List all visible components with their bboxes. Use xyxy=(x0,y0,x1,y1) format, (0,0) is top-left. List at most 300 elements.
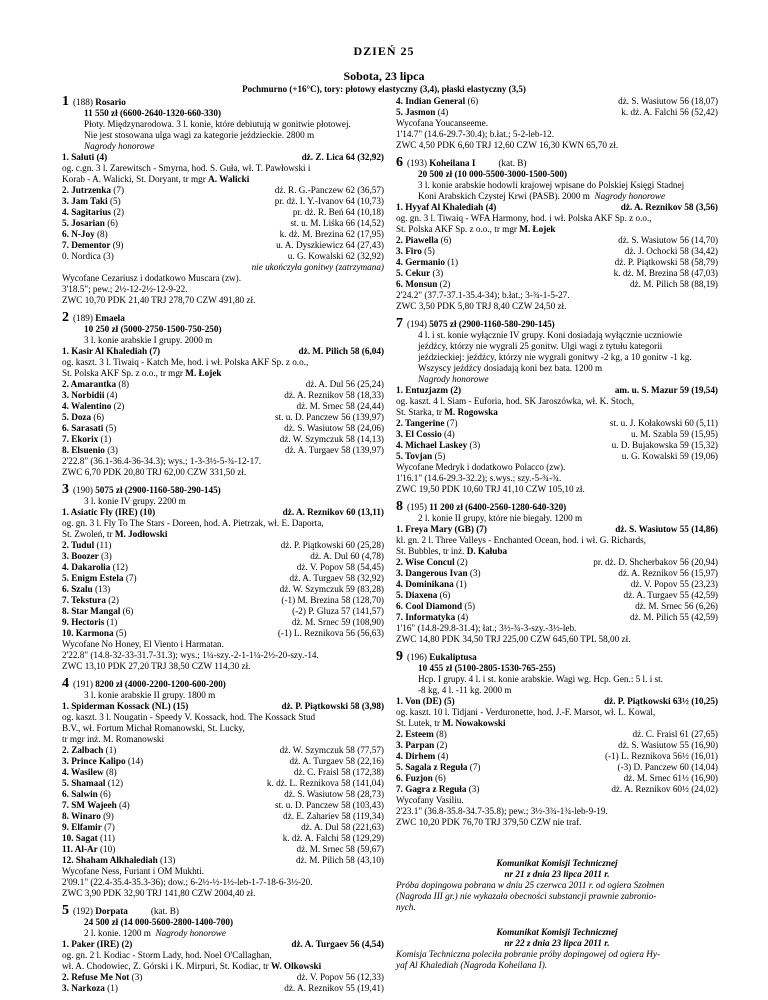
jockey: dż. P. Piątkowski 60 (25,28) xyxy=(280,540,384,550)
placing-row xyxy=(62,185,384,196)
horse-name: 5. Enigm Estela (7) xyxy=(62,573,137,583)
placing-row xyxy=(62,972,384,983)
horse-name: 2. Esteem (8) xyxy=(396,729,447,739)
right-column xyxy=(396,96,718,971)
race-footer: ZWC 3,50 PDK 5,80 TRJ 8,40 CZW 24,50 zł. xyxy=(396,301,567,311)
placing-row xyxy=(396,257,718,268)
race-description: Koni Arabskich Czystej Krwi (PASB). 2000 m Nagrody honorowe xyxy=(418,191,666,201)
jockey: dż. P. Piątkowski 58 (58,79) xyxy=(614,257,718,267)
placing-row xyxy=(396,107,718,118)
placing-row xyxy=(62,833,384,844)
jockey: u. D. Bujakowska 59 (15,32) xyxy=(611,440,718,450)
race-footer: Wycofane No Honey, El Viento i Harmatan. xyxy=(62,639,224,649)
jockey: dż. M. Srnec 59 (108,90) xyxy=(291,617,384,627)
jockey: st. u. D. Panczew 56 (139,97) xyxy=(275,412,384,422)
winner-row xyxy=(396,524,718,535)
jockey: dż. A. Reznikov 56 (15,97) xyxy=(618,568,718,578)
placing-row xyxy=(62,551,384,562)
jockey: k. dż. M. Brezina 62 (17,95) xyxy=(279,229,384,239)
placing-row xyxy=(62,811,384,822)
jockey: dż. A. Reznikov 55 (19,41) xyxy=(284,983,384,993)
winner-name: 1. Von (DE) (5) xyxy=(396,696,455,706)
notice-title: Komunikat Komisji Technicznej xyxy=(496,927,618,937)
horse-name: 6. Fuzjon (6) xyxy=(396,773,446,783)
placing-row xyxy=(62,229,384,240)
horse-name: 11. Al-Ar (10) xyxy=(62,844,116,854)
horse-name: 4. Germanio (1) xyxy=(396,257,459,267)
race-header xyxy=(62,905,384,917)
winner-name: 1. Paker (IRE) (2) xyxy=(62,939,133,949)
horse-name: 3. Dangerous Ivan (3) xyxy=(396,568,481,578)
race-note: nie ukończyła gonitwy (zatrzymana) xyxy=(251,262,384,272)
honorary-prizes: Nagrody honorowe xyxy=(84,141,155,151)
jockey: pr. dż. D. Shcherbakov 56 (20,94) xyxy=(593,557,718,567)
horse-name: 2. Amarantka (8) xyxy=(62,379,130,389)
race-block xyxy=(396,318,718,495)
horse-name: 7. Ekorix (1) xyxy=(62,434,112,444)
jockey: dż. C. Fraisl 61 (27,65) xyxy=(632,729,718,739)
horse-name: 5. Diaxena (6) xyxy=(396,590,451,600)
placing-row xyxy=(396,762,718,773)
horse-name: 6. N-Joy (8) xyxy=(62,229,108,239)
jockey: dż. M. Srnec 61½ (16,90) xyxy=(623,773,718,783)
horse-name: 9. Hectoris (1) xyxy=(62,617,118,627)
race-number: 6 xyxy=(396,157,403,169)
notice-text: nych. xyxy=(396,902,416,912)
jockey: dż. A. Dul 56 (25,24) xyxy=(305,379,384,389)
horse-name: 2. Jutrzenka (7) xyxy=(62,185,125,195)
jockey: dż. S. Wasiutow 56 (18,07) xyxy=(618,96,718,106)
jockey: dż. S. Wasiutow 56 (14,70) xyxy=(618,235,718,245)
jockey: dż. W. Szymczuk 59 (83,28) xyxy=(279,584,384,594)
jockey: pr. dż. R. Beń 64 (10,18) xyxy=(292,207,384,217)
horse-name: 3. Narkoza (1) xyxy=(62,983,118,993)
race-prize: 10 455 zł (5100-2805-1530-765-255) xyxy=(418,663,556,673)
winner-row xyxy=(396,385,718,396)
honorary-prizes: Nagrody honorowe xyxy=(418,374,489,384)
jockey: (-1) L. Reznikova 56 (56,63) xyxy=(277,628,384,638)
jockey: u. M. Szabla 59 (15,95) xyxy=(630,429,718,439)
placing-row xyxy=(62,745,384,756)
winner-jockey: am. u. S. Mazur 59 (19,54) xyxy=(614,385,718,395)
placing-row xyxy=(396,268,718,279)
race-footer: 2'24.2" (37.7-37.1-35.4-34); b.łat.; 3-¾-1-5-27. xyxy=(396,290,570,300)
race-description: 3 l. konie IV grupy. 2200 m xyxy=(84,496,186,506)
winner-info: St. Polska AKF Sp. z o.o., tr mgr M. Łojek xyxy=(62,368,222,378)
jockey: k. dż. L. Reznikova 58 (141,04) xyxy=(266,778,384,788)
horse-name: 4. Dominikana (1) xyxy=(396,579,467,589)
race-category: (kat. B) xyxy=(475,158,527,168)
race-description: Nie jest stosowana ulga wagi za kategorie jeździeckie. 2800 m xyxy=(84,130,315,140)
notice-text: Komisja Techniczna poleciła pobranie próby dopingowej od ogiera Hy- xyxy=(396,949,661,959)
race-footer: ZWC 13,10 PDK 27,20 TRJ 38,50 CZW 114,30 zł. xyxy=(62,661,251,671)
jockey: st. u. J. Kołakowski 60 (5,11) xyxy=(609,418,718,428)
winner-row xyxy=(62,507,384,518)
race-description: 3 l. konie arabskie hodowli krajowej wpisane do Polskiej Księgi Stadnej xyxy=(418,180,685,190)
placing-row xyxy=(62,844,384,855)
jockey: dż. S. Wasiutow 58 (24,06) xyxy=(284,423,384,433)
race-description: 3 l. konie arabskie II grupy. 1800 m xyxy=(84,690,216,700)
winner-info: St. Zwoleń, tr M. Jodłowski xyxy=(62,529,168,539)
race-footer: ZWC 19,50 PDK 10,60 TRJ 41,10 CZW 105,10 zł. xyxy=(396,484,585,494)
winner-row xyxy=(62,939,384,950)
horse-name: 4. Michael Laskey (3) xyxy=(396,440,481,450)
notice-text: (Nagroda III gr.) nie wykazała obecności substancji prawnie zabronio- xyxy=(396,891,657,901)
jockey: dż. W. Szymczuk 58 (77,57) xyxy=(279,745,384,755)
race-number: 7 xyxy=(396,318,403,330)
race-title: (194) 5075 zł (2900-1160-580-290-145) xyxy=(407,319,555,329)
notice-number: nr 22 z dnia 23 lipca 2011 r. xyxy=(504,938,610,948)
race-number: 5 xyxy=(62,905,69,917)
horse-name: 8. Elsuenio (3) xyxy=(62,445,118,455)
race-footer: 2'23.1" (36.8-35.8-34.7-35.8); pew.; 3½-3¾-1¾-leb-9-19. xyxy=(396,806,608,816)
winner-info: og. gn. 3 l. Fly To The Stars - Doreen, hod. A. Pietrzak, wł. E. Daporta, xyxy=(62,518,324,528)
winner-name: 1. Entuzjazm (2) xyxy=(396,385,462,395)
jockey: u. G. Kowalski 59 (19,06) xyxy=(621,451,718,461)
placing-row xyxy=(62,423,384,434)
horse-name: 5. Cekur (3) xyxy=(396,268,444,278)
horse-name: 4. Wasilew (8) xyxy=(62,767,117,777)
race-footer: ZWC 6,70 PDK 20,80 TRJ 62,00 CZW 331,50 zł. xyxy=(62,467,247,477)
horse-name: 3. Jam Taki (5) xyxy=(62,196,121,206)
placing-row xyxy=(62,822,384,833)
horse-name: 4. Dakarolia (12) xyxy=(62,562,128,572)
horse-name: 4. Sagitarius (2) xyxy=(62,207,125,217)
jockey: u. A. Dyszkiewicz 64 (27,43) xyxy=(276,240,384,250)
winner-name: 1. Freya Mary (GB) (7) xyxy=(396,524,487,534)
jockey: dż. V. Popov 58 (54,45) xyxy=(296,562,384,572)
jockey: dż. M. Srnec 58 (59,67) xyxy=(296,844,384,854)
winner-info: St. Starka, tr M. Rogowska xyxy=(396,407,498,417)
race-header xyxy=(62,678,384,690)
race-header xyxy=(396,501,718,513)
jockey: (-1) M. Brezina 58 (128,70) xyxy=(281,595,384,605)
placing-row xyxy=(62,789,384,800)
race-footer: ZWC 10,70 PDK 21,40 TRJ 278,70 CZW 491,80 zł. xyxy=(62,295,256,305)
placing-row xyxy=(62,595,384,606)
winner-row xyxy=(396,696,718,707)
race-prize: 10 250 zł (5000-2750-1500-750-250) xyxy=(84,324,222,334)
race-footer: 2'09.1" (22.4-35.4-35.3-36); dow.; 6-2½-½-1½-leb-1-7-18-6-3½-20. xyxy=(62,877,313,887)
placing-row xyxy=(62,617,384,628)
winner-jockey: dż. M. Pilich 58 (6,04) xyxy=(298,346,384,356)
jockey: dż. M. Pilich 58 (43,10) xyxy=(295,855,384,865)
race-header xyxy=(396,651,718,663)
jockey: dż. V. Popov 55 (23,23) xyxy=(630,579,718,589)
jockey: (-1) L. Reznikova 56½ (16,01) xyxy=(604,751,718,761)
horse-name: 4. Indian General (6) xyxy=(396,96,479,106)
horse-name: 2. Zalbach (1) xyxy=(62,745,117,755)
race-block xyxy=(396,651,718,828)
race-number: 1 xyxy=(62,96,69,108)
race-footer: 1'14.7" (14.6-29.7-30.4); b.łat.; 5-2-leb-12. xyxy=(396,129,554,139)
horse-name: 6. Cool Diamond (5) xyxy=(396,601,476,611)
jockey: (-3) D. Panczew 60 (14,04) xyxy=(617,762,718,772)
placing-row xyxy=(62,196,384,207)
placing-row xyxy=(396,557,718,568)
placing-row xyxy=(396,246,718,257)
placing-row xyxy=(62,983,384,994)
horse-name: 5. Sagala z Reguła (7) xyxy=(396,762,481,772)
race-title: (190) 5075 zł (2900-1160-580-290-145) xyxy=(73,485,221,495)
race-description: 4 l. i st. konie wyłącznie IV grupy. Koni dosiadają wyłącznie uczniowie xyxy=(418,330,683,340)
winner-info: og. kaszt. 3 l. Nougatin - Speedy V. Kossack, hod. The Kossack Stud xyxy=(62,712,316,722)
jockey: dż. A. Dul 60 (4,78) xyxy=(310,551,384,561)
placing-row xyxy=(396,279,718,290)
horse-name: 9. Elfamir (7) xyxy=(62,822,115,832)
horse-name: 2. Wise Concul (2) xyxy=(396,557,468,567)
race-number: 8 xyxy=(396,501,403,513)
jockey: dż. C. Fraisl 58 (172,38) xyxy=(293,767,384,777)
race-block xyxy=(396,157,718,312)
placing-row xyxy=(62,562,384,573)
race-title: (189) Emaela xyxy=(73,313,125,323)
placing-row xyxy=(62,800,384,811)
horse-name: 3. Norbidii (4) xyxy=(62,390,118,400)
placing-row xyxy=(396,751,718,762)
committee-notice xyxy=(396,858,718,913)
horse-name: 3. Prince Kalipo (14) xyxy=(62,756,144,766)
race-footer: 2'22.8" (14.8-32-33-31.7-31.3); wys.; 1¼-szy.-2-1-1¼-2½-20-szy.-14. xyxy=(62,650,319,660)
placing-row xyxy=(62,855,384,866)
race-footer: ZWC 10,20 PDK 76,70 TRJ 379,50 CZW nie traf. xyxy=(396,817,582,827)
winner-name: 1. Asiatic Fly (IRE) (10) xyxy=(62,507,156,517)
race-description: Wszyscy jeźdźcy dosiadają koni bez bata. 1200 m xyxy=(418,363,603,373)
race-description: 3 l. konie arabskie I grupy. 2000 m xyxy=(84,335,213,345)
race-footer: ZWC 4,50 PDK 6,60 TRJ 12,60 CZW 16,30 KWN 65,70 zł. xyxy=(396,140,619,150)
winner-info: og. gn. 2 l. Kodiac - Storm Lady, hod. Noel O'Callaghan, xyxy=(62,950,272,960)
placing-row xyxy=(62,379,384,390)
winner-row xyxy=(62,152,384,163)
jockey: dż. A. Turgaev 55 (42,59) xyxy=(623,590,718,600)
race-footer: 1'16" (14.8-29.8-31.4); łat.; 3½-¾-3-szy.-3½-leb. xyxy=(396,623,577,633)
jockey: k. dż. M. Brezina 58 (47,03) xyxy=(613,268,718,278)
jockey: dż. M. Srnec 56 (6,26) xyxy=(635,601,718,611)
winner-info: kl. gn. 2 l. Three Valleys - Enchanted Ocean, hod. i wł. G. Richards, xyxy=(396,535,646,545)
placing-row xyxy=(396,729,718,740)
committee-notice xyxy=(396,927,718,971)
winner-jockey: dż. Z. Lica 64 (32,92) xyxy=(301,152,384,162)
horse-name: 3. Firo (5) xyxy=(396,246,435,256)
placing-row xyxy=(62,240,384,251)
race-prize: 24 500 zł (14 000-5600-2800-1400-700) xyxy=(84,917,234,927)
winner-jockey: dż. P. Piątkowski 63½ (10,25) xyxy=(604,696,718,706)
notice-text: yaf Al Khalediah (Nagroda Koheilana I). xyxy=(396,960,548,970)
horse-name: 7. Tekstura (2) xyxy=(62,595,119,605)
race-description: Hcp. I grupy. 4 l. i st. konie arabskie. Wagi wg. Hcp. Gen.: 5 l. i st. xyxy=(418,674,663,684)
placing-row xyxy=(62,401,384,412)
placing-row xyxy=(396,418,718,429)
race-prize: 20 500 zł (10 000-5500-3000-1500-500) xyxy=(418,169,568,179)
race-header xyxy=(62,312,384,324)
winner-jockey: dż. A. Reznikov 58 (3,56) xyxy=(620,202,718,212)
horse-name: 3. Boozer (3) xyxy=(62,551,112,561)
race-block xyxy=(62,96,384,306)
race-number: 4 xyxy=(62,678,69,690)
race-footer: 2'22.8" (36.1-36.4-36-34.3); wys.; 1-3-3½-5-¾-12-17. xyxy=(62,456,262,466)
placing-row xyxy=(396,440,718,451)
day-title: DZIEŃ 25 xyxy=(353,44,415,58)
winner-info: St. Bubbles, tr inż. D. Kałuba xyxy=(396,546,508,556)
race-title: (191) 8200 zł (4000-2200-1200-600-200) xyxy=(73,679,226,689)
winner-row xyxy=(396,202,718,213)
weather-conditions: Pochmurno (+16°C), tory: płotowy elastyczny (3,4), płaski elastyczny (3,5) xyxy=(242,84,526,94)
winner-name: 1. Hyyaf Al Khalediah (4) xyxy=(396,202,497,212)
winner-info: wł. A. Chodowiec, Z. Górski i K. Mirpuri, St. Kodiac, tr W. Olkowski xyxy=(62,961,322,971)
race-block xyxy=(396,501,718,645)
race-number: 2 xyxy=(62,312,69,324)
winner-name: 1. Kasir Al Khalediah (7) xyxy=(62,346,161,356)
winner-info: Korab - A. Walicki, St. Doryant, tr mgr A. Walicki xyxy=(62,174,250,184)
jockey: dż. A. Turgaev 58 (22,16) xyxy=(289,756,384,766)
placing-row xyxy=(62,756,384,767)
horse-name: 5. Shamaal (12) xyxy=(62,778,124,788)
horse-name: 5. Doza (6) xyxy=(62,412,105,422)
horse-name: 8. Winaro (9) xyxy=(62,811,114,821)
horse-name: 8. Star Mangal (6) xyxy=(62,606,134,616)
winner-info: og. kaszt. 4 l. Siam - Euforia, hod. SK Jaroszówka, wł. K. Stoch, xyxy=(396,396,635,406)
placing-row xyxy=(62,390,384,401)
race-block xyxy=(62,905,384,994)
horse-name: 10. Sagat (11) xyxy=(62,833,115,843)
placing-row xyxy=(62,778,384,789)
jockey: dż. E. Zahariev 58 (119,34) xyxy=(283,811,384,821)
horse-name: 7. SM Wajeeh (4) xyxy=(62,800,130,810)
race-footer: Wycofane Medryk i dodatkowo Polacco (zw). xyxy=(396,462,566,472)
race-description: jeźdźcy, którzy nie wygrali 25 gonitw. Ulgi wagi z tytułu kategorii xyxy=(418,341,663,351)
race-description: 2 l. konie II grupy, które nie biegały. 1200 m xyxy=(418,513,583,523)
placing-row xyxy=(396,579,718,590)
horse-name: 12. Shaham Alkhalediah (13) xyxy=(62,855,176,865)
winner-info: og. kaszt. 3 l. Tiwaiq - Katch Me, hod. i wł. Polska AKF Sp. z o.o., xyxy=(62,357,309,367)
honorary-prizes: Nagrody honorowe xyxy=(589,191,666,201)
jockey: dż. W. Szymczuk 58 (14,13) xyxy=(279,434,384,444)
race-footer: ZWC 14,80 PDK 34,50 TRJ 225,00 CZW 645,60 TPL 58,00 zł. xyxy=(396,634,631,644)
horse-name: 2. Refuse Me Not (3) xyxy=(62,972,143,982)
jockey: dż. A. Dul 58 (221,63) xyxy=(301,822,384,832)
winner-info: og. gn. 3 l. Tiwaiq - WFA Harmony, hod. i wł. Polska AKF Sp. z o.o., xyxy=(396,213,652,223)
winner-info: tr mgr inż. M. Romanowski xyxy=(62,734,165,744)
placing-row xyxy=(62,767,384,778)
date-title: Sobota, 23 lipca xyxy=(343,69,425,83)
jockey: dż. M. Srnec 58 (24,44) xyxy=(296,401,384,411)
placing-row xyxy=(396,451,718,462)
winner-jockey: dż. A. Turgaev 56 (4,54) xyxy=(291,939,384,949)
race-block xyxy=(62,312,384,478)
race-title: (196) Eukaliptusa xyxy=(407,652,477,662)
race-description: jeździeckiej: jeźdźcy, którzy nie wygrali gonitwy -2 kg, a 10 gonitw -1 kg. xyxy=(418,352,692,362)
horse-name: 5. Jasmon (4) xyxy=(396,107,449,117)
winner-info: St. Polska AKF Sp. z o.o., tr mgr M. Łojek xyxy=(396,224,556,234)
winner-row xyxy=(62,346,384,357)
horse-name: 7. Dementor (9) xyxy=(62,240,124,250)
horse-name: 0. Nordica (3) xyxy=(62,251,114,261)
horse-name: 10. Karmona (5) xyxy=(62,628,127,638)
jockey: k. dż. A. Falchi 56 (52,42) xyxy=(621,107,718,117)
placing-row xyxy=(62,445,384,456)
winner-row xyxy=(62,701,384,712)
race-footer: 3'18.5"; pew.; 2½-12-2½-12-9-22. xyxy=(62,284,188,294)
race-footer: Wycofana Youcanseeme. xyxy=(396,118,489,128)
committee-notices xyxy=(396,858,718,971)
jockey: dż. A. Reznikov 60½ (24,02) xyxy=(611,784,718,794)
race-number: 3 xyxy=(62,484,69,496)
race-title: (193) Koheilana I xyxy=(407,158,476,168)
race-description: Płoty. Międzynarodowa. 3 l. konie, które debiutują w gonitwie płotowej. xyxy=(84,119,351,129)
left-column xyxy=(62,96,384,1000)
jockey: st. u. M. Liśka 66 (14,52) xyxy=(290,218,384,228)
placing-row xyxy=(396,429,718,440)
placing-row xyxy=(396,235,718,246)
placing-row xyxy=(62,584,384,595)
placing-row xyxy=(62,207,384,218)
jockey: u. G. Kowalski 62 (32,92) xyxy=(287,251,384,261)
jockey: (-2) P. Gluza 57 (141,57) xyxy=(292,606,384,616)
jockey: st. u. D. Panczew 58 (103,43) xyxy=(275,800,384,810)
horse-name: 2. Piawella (6) xyxy=(396,235,452,245)
jockey: dż. A. Reznikov 58 (18,33) xyxy=(284,390,384,400)
placing-row xyxy=(62,573,384,584)
placing-row xyxy=(396,612,718,623)
placing-row xyxy=(62,412,384,423)
race-title: (195) 11 200 zł (6400-2560-1280-640-320) xyxy=(407,502,567,512)
winner-info: B.V., wł. Fortum Michał Romanowski, St. Lucky, xyxy=(62,723,245,733)
placing-row xyxy=(396,773,718,784)
race-number: 9 xyxy=(396,651,403,663)
winner-info: og. kaszt. 10 l. Tidjani - Verduronette, hod. J.-F. Marsot, wł. L. Kowal, xyxy=(396,707,656,717)
jockey: dż. A. Turgaev 58 (139,97) xyxy=(284,445,384,455)
placing-row xyxy=(62,628,384,639)
placing-row xyxy=(396,740,718,751)
race-footer: Wycofany Vasiliu. xyxy=(396,795,464,805)
winner-jockey: dż. S. Wasiutow 55 (14,86) xyxy=(615,524,718,534)
horse-name: 6. Szalu (13) xyxy=(62,584,111,594)
placing-row xyxy=(396,96,718,107)
race-description: 2 l. konie. 1200 m Nagrody honorowe xyxy=(84,928,226,938)
race-footer: 1'16.1" (14.6-29.3-32.2); s.wys.; szy.-5-¾-¾. xyxy=(396,473,562,483)
horse-name: 2. Tudul (11) xyxy=(62,540,112,550)
placing-row xyxy=(396,568,718,579)
horse-name: 7. Gagra z Reguła (3) xyxy=(396,784,480,794)
jockey: pr. dż. I. Y.-Ivanov 64 (10,73) xyxy=(274,196,384,206)
placing-row xyxy=(62,606,384,617)
honorary-prizes: Nagrody honorowe xyxy=(150,928,226,938)
jockey: dż. V. Popov 56 (12,33) xyxy=(296,972,384,982)
placing-row xyxy=(62,251,384,262)
horse-name: 3. El Cossio (4) xyxy=(396,429,455,439)
horse-name: 6. Monsun (2) xyxy=(396,279,451,289)
jockey: dż. M. Pilich 58 (88,19) xyxy=(629,279,718,289)
winner-jockey: dż. A. Reznikov 60 (13,11) xyxy=(282,507,384,517)
race-block xyxy=(62,484,384,672)
placing-row xyxy=(62,540,384,551)
race-category: (kat. B) xyxy=(127,906,179,916)
jockey: dż. R. G.-Panczew 62 (36,57) xyxy=(274,185,384,195)
race-footer: Wycofane Cezariusz i dodatkowo Muscara (zw). xyxy=(62,273,242,283)
race-header xyxy=(396,318,718,330)
race-block xyxy=(396,96,718,151)
horse-name: 3. Parpan (2) xyxy=(396,740,448,750)
jockey: dż. A. Turgaev 58 (32,92) xyxy=(289,573,384,583)
race-header xyxy=(62,484,384,496)
placing-row xyxy=(62,218,384,229)
horse-name: 6. Salwin (6) xyxy=(62,789,111,799)
race-title: (192) Dorpata xyxy=(73,906,128,916)
placing-row xyxy=(396,601,718,612)
winner-name: 1. Saluti (4) xyxy=(62,152,108,162)
horse-name: 5. Tovjan (5) xyxy=(396,451,446,461)
jockey: dż. S. Wasiutow 58 (28,73) xyxy=(284,789,384,799)
